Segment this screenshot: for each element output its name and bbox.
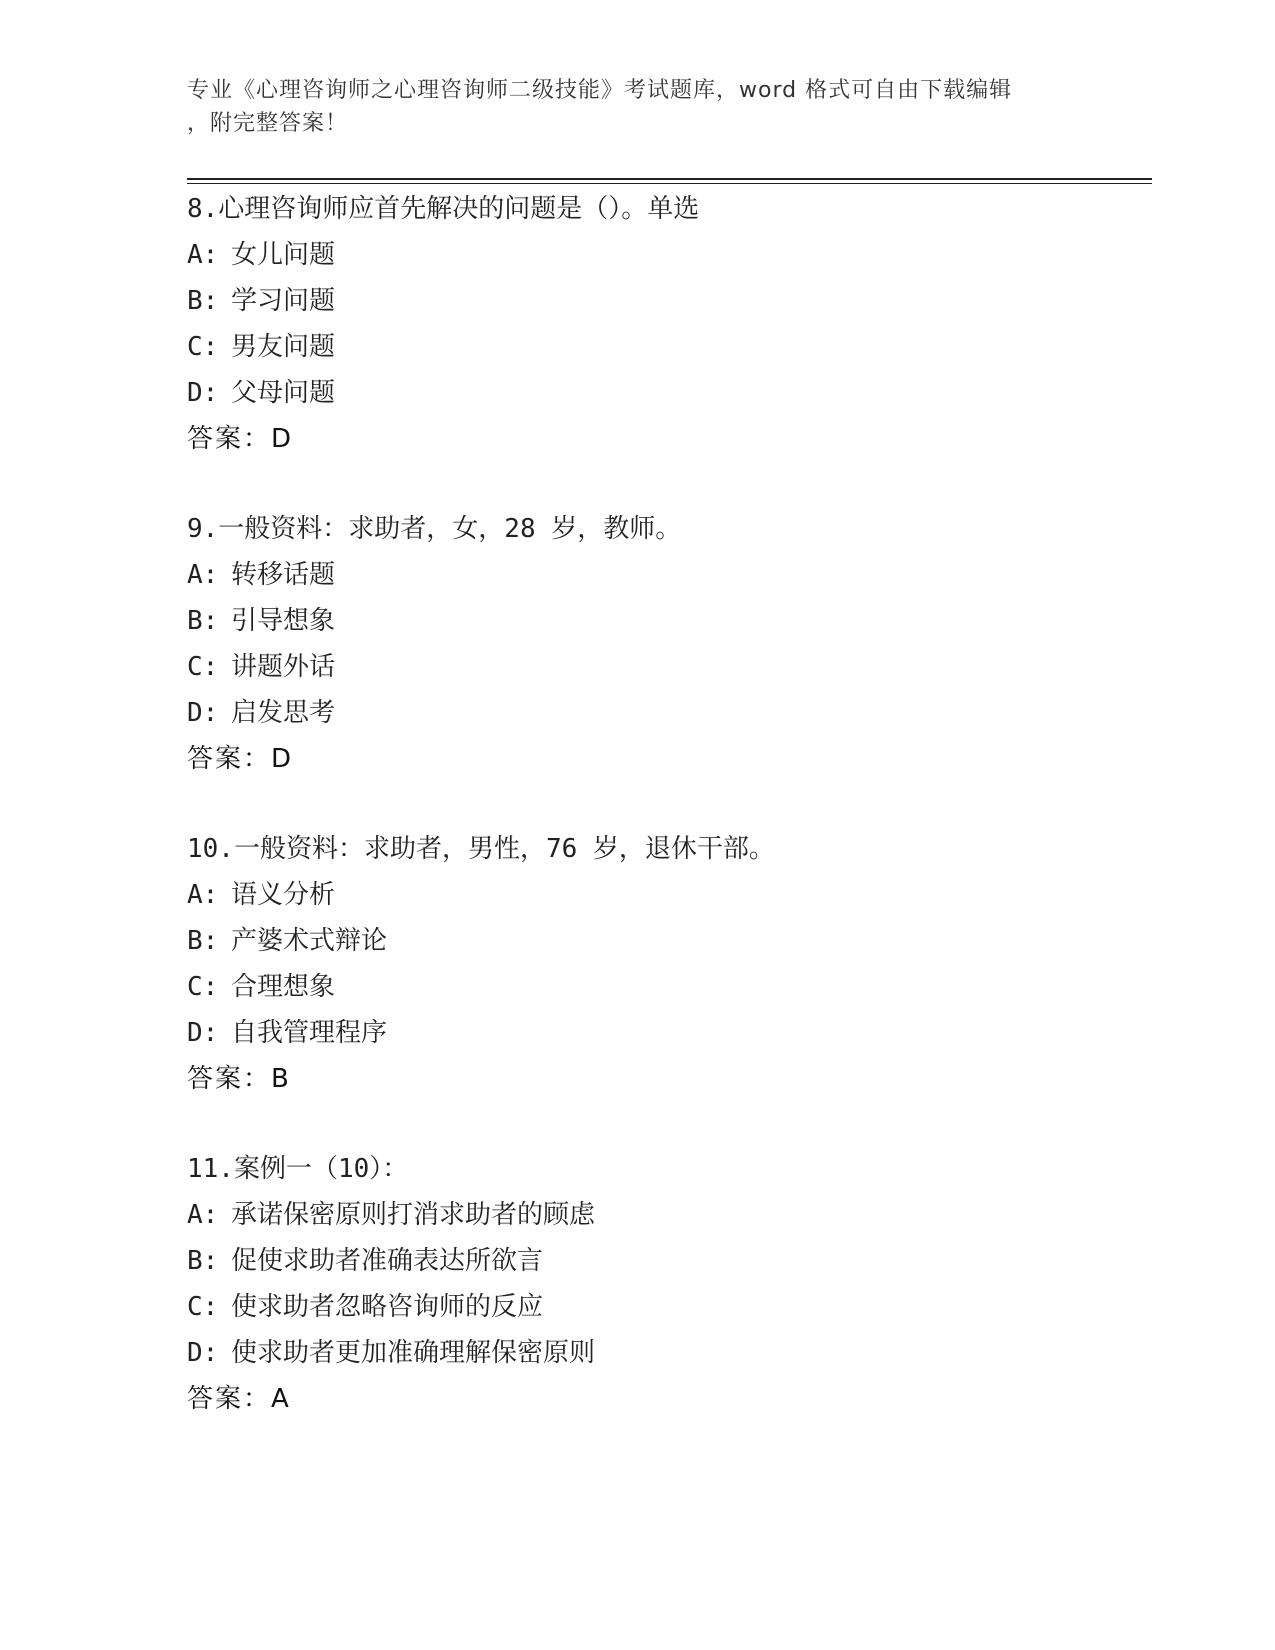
option-key: A: <box>187 1200 219 1230</box>
option-a <box>187 1192 1147 1238</box>
option-text: 启发思考 <box>231 698 336 728</box>
question-title: 11.案例一（10）： <box>187 1154 409 1184</box>
option-key: B: <box>187 606 219 636</box>
option-key: D: <box>187 1338 219 1368</box>
question-block <box>187 826 1147 1102</box>
option-key: D: <box>187 378 219 408</box>
option-text: 讲题外话 <box>231 652 336 682</box>
option-text: 合理想象 <box>231 972 336 1002</box>
option-text: 父母问题 <box>231 378 336 408</box>
question-title: 10.一般资料：求助者，男性，76 岁，退休干部。 <box>187 834 775 864</box>
option-key: B: <box>187 926 219 956</box>
option-c <box>187 324 1147 370</box>
option-d <box>187 370 1147 416</box>
option-text: 承诺保密原则打消求助者的顾虑 <box>231 1200 596 1230</box>
option-a <box>187 872 1147 918</box>
header-divider-thin <box>187 183 1152 184</box>
option-key: A: <box>187 560 219 590</box>
option-key: C: <box>187 1292 219 1322</box>
option-text: 女儿问题 <box>231 240 336 270</box>
option-text: 使求助者忽略咨询师的反应 <box>231 1292 544 1322</box>
option-b <box>187 1238 1147 1284</box>
question-block <box>187 1146 1147 1422</box>
option-b <box>187 918 1147 964</box>
option-key: B: <box>187 1246 219 1276</box>
option-a <box>187 232 1147 278</box>
option-text: 产婆术式辩论 <box>231 926 388 956</box>
option-text: 自我管理程序 <box>231 1018 388 1048</box>
option-text: 学习问题 <box>231 286 336 316</box>
question-block <box>187 186 1147 462</box>
question-block <box>187 506 1147 782</box>
answer-line: 答案：D <box>187 424 294 454</box>
header-line-2: ，附完整答案！ <box>187 111 349 136</box>
option-key: A: <box>187 880 219 910</box>
answer-line: 答案：A <box>187 1384 291 1414</box>
header-divider-thick <box>187 178 1152 180</box>
option-d <box>187 690 1147 736</box>
option-text: 转移话题 <box>231 560 336 590</box>
option-b <box>187 278 1147 324</box>
option-key: C: <box>187 652 219 682</box>
option-key: A: <box>187 240 219 270</box>
option-d <box>187 1010 1147 1056</box>
option-key: D: <box>187 698 219 728</box>
option-a <box>187 552 1147 598</box>
option-key: C: <box>187 332 219 362</box>
option-text: 语义分析 <box>231 880 336 910</box>
header-line-1: 专业《心理咨询师之心理咨询师二级技能》考试题库，word 格式可自由下载编辑 <box>187 78 1013 103</box>
document-header <box>187 74 1087 140</box>
option-key: D: <box>187 1018 219 1048</box>
option-text: 男友问题 <box>231 332 336 362</box>
question-title: 8.心理咨询师应首先解决的问题是（）。单选 <box>187 194 700 224</box>
answer-line: 答案：B <box>187 1064 291 1094</box>
option-text: 促使求助者准确表达所欲言 <box>231 1246 544 1276</box>
option-c <box>187 644 1147 690</box>
option-b <box>187 598 1147 644</box>
option-text: 引导想象 <box>231 606 336 636</box>
option-key: B: <box>187 286 219 316</box>
option-d <box>187 1330 1147 1376</box>
question-title: 9.一般资料：求助者，女，28 岁，教师。 <box>187 514 682 544</box>
answer-line: 答案：D <box>187 744 294 774</box>
option-text: 使求助者更加准确理解保密原则 <box>231 1338 596 1368</box>
option-key: C: <box>187 972 219 1002</box>
option-c <box>187 1284 1147 1330</box>
option-c <box>187 964 1147 1010</box>
